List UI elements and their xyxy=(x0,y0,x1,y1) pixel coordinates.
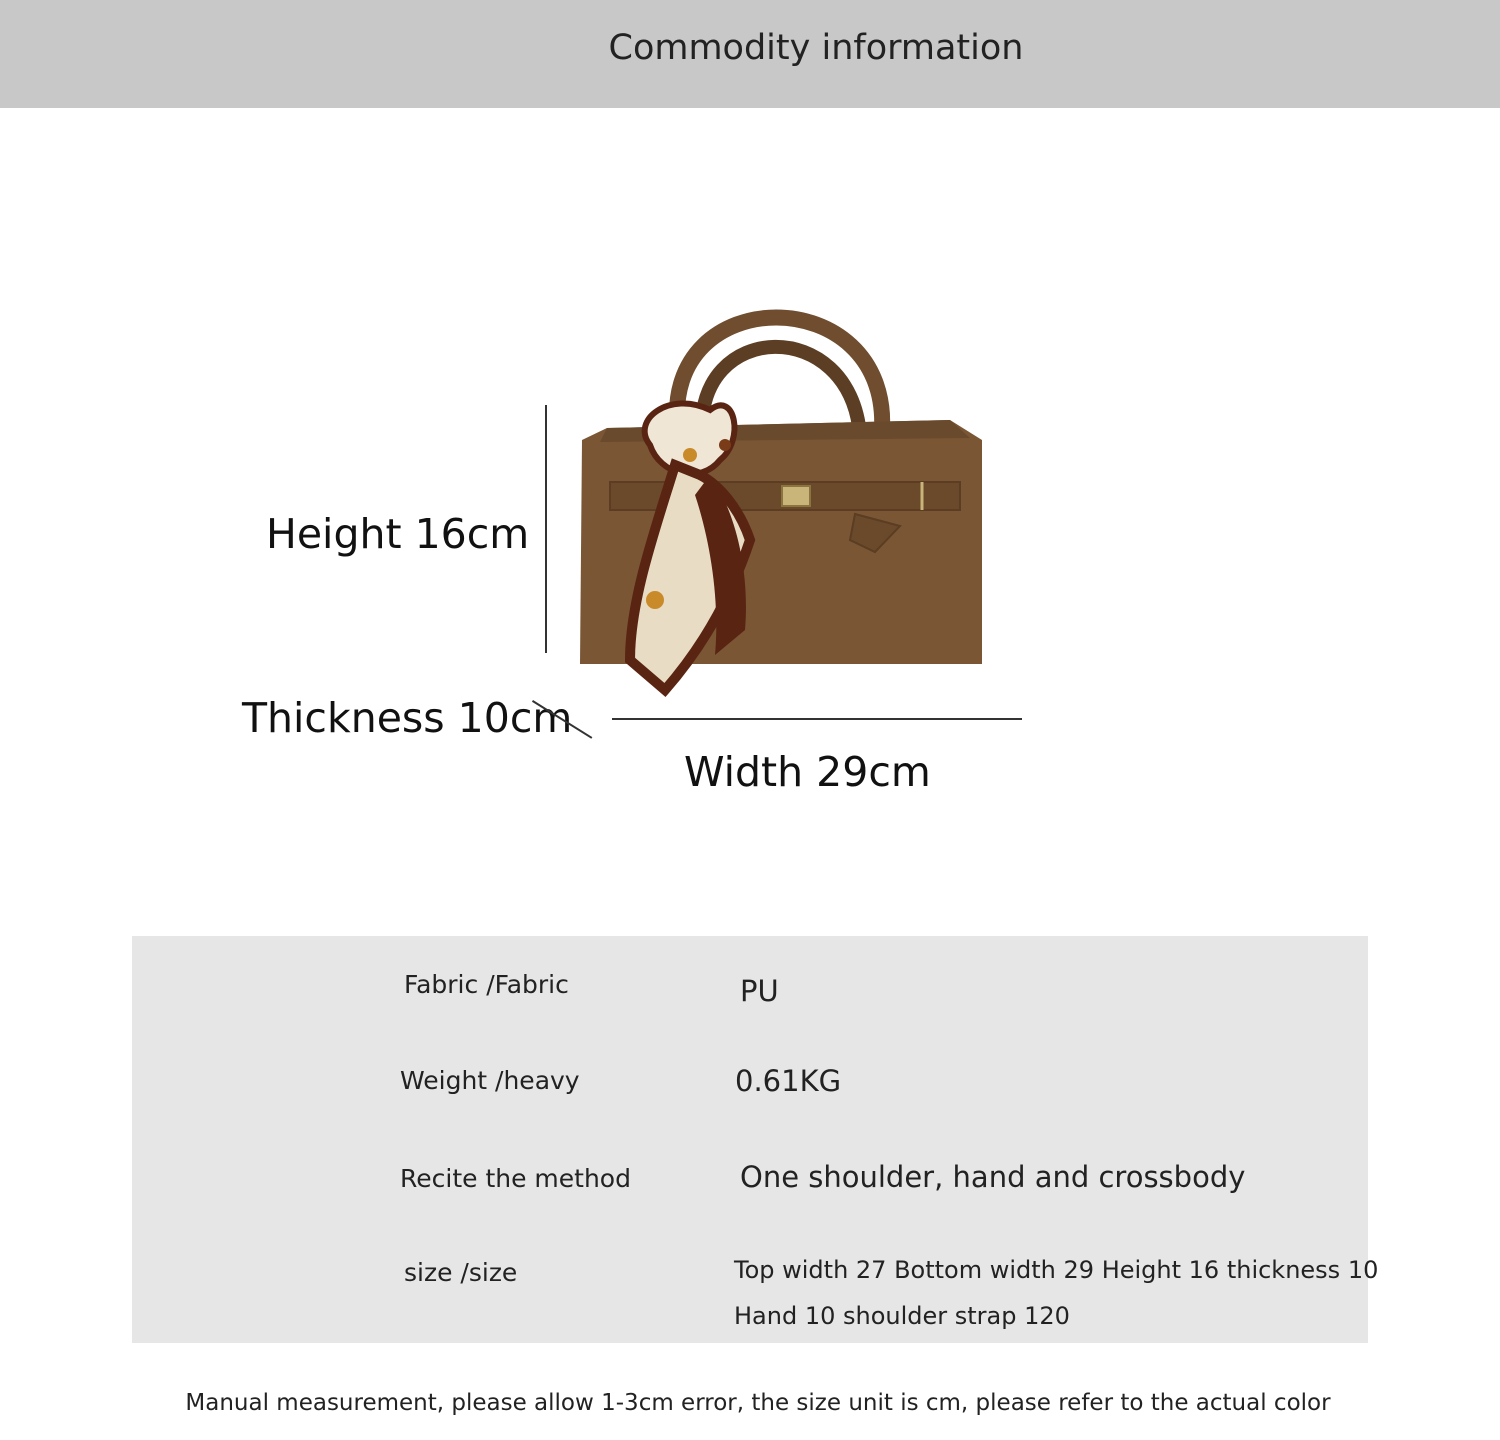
spec-table xyxy=(132,936,1379,1343)
brown-handbag-with-scarf-icon xyxy=(560,270,1010,740)
spec-value-fabric: PU xyxy=(740,974,779,1008)
page-title: Commodity information xyxy=(608,28,1024,68)
spec-value-weight: 0.61KG xyxy=(735,1064,842,1098)
spec-label-size: size /size xyxy=(404,1258,518,1287)
spec-value-size-line2: Hand 10 shoulder strap 120 xyxy=(734,1302,1070,1330)
width-dimension-label: Width 29cm xyxy=(684,748,931,796)
spec-label-weight: Weight /heavy xyxy=(400,1066,580,1095)
spec-label-carry-method: Recite the method xyxy=(400,1164,631,1193)
spec-value-carry-method: One shoulder, hand and crossbody xyxy=(740,1160,1246,1194)
footer-note: Manual measurement, please allow 1-3cm error, the size unit is cm, please refer to the actual color xyxy=(185,1390,1331,1416)
height-guide-line xyxy=(545,405,547,653)
height-dimension-label: Height 16cm xyxy=(266,510,530,558)
spec-value-size-line1: Top width 27 Bottom width 29 Height 16 thickness 10 xyxy=(734,1256,1379,1284)
spec-label-fabric: Fabric /Fabric xyxy=(404,970,569,999)
header-bar xyxy=(0,0,1500,108)
thickness-dimension-label: Thickness 10cm xyxy=(242,694,573,742)
